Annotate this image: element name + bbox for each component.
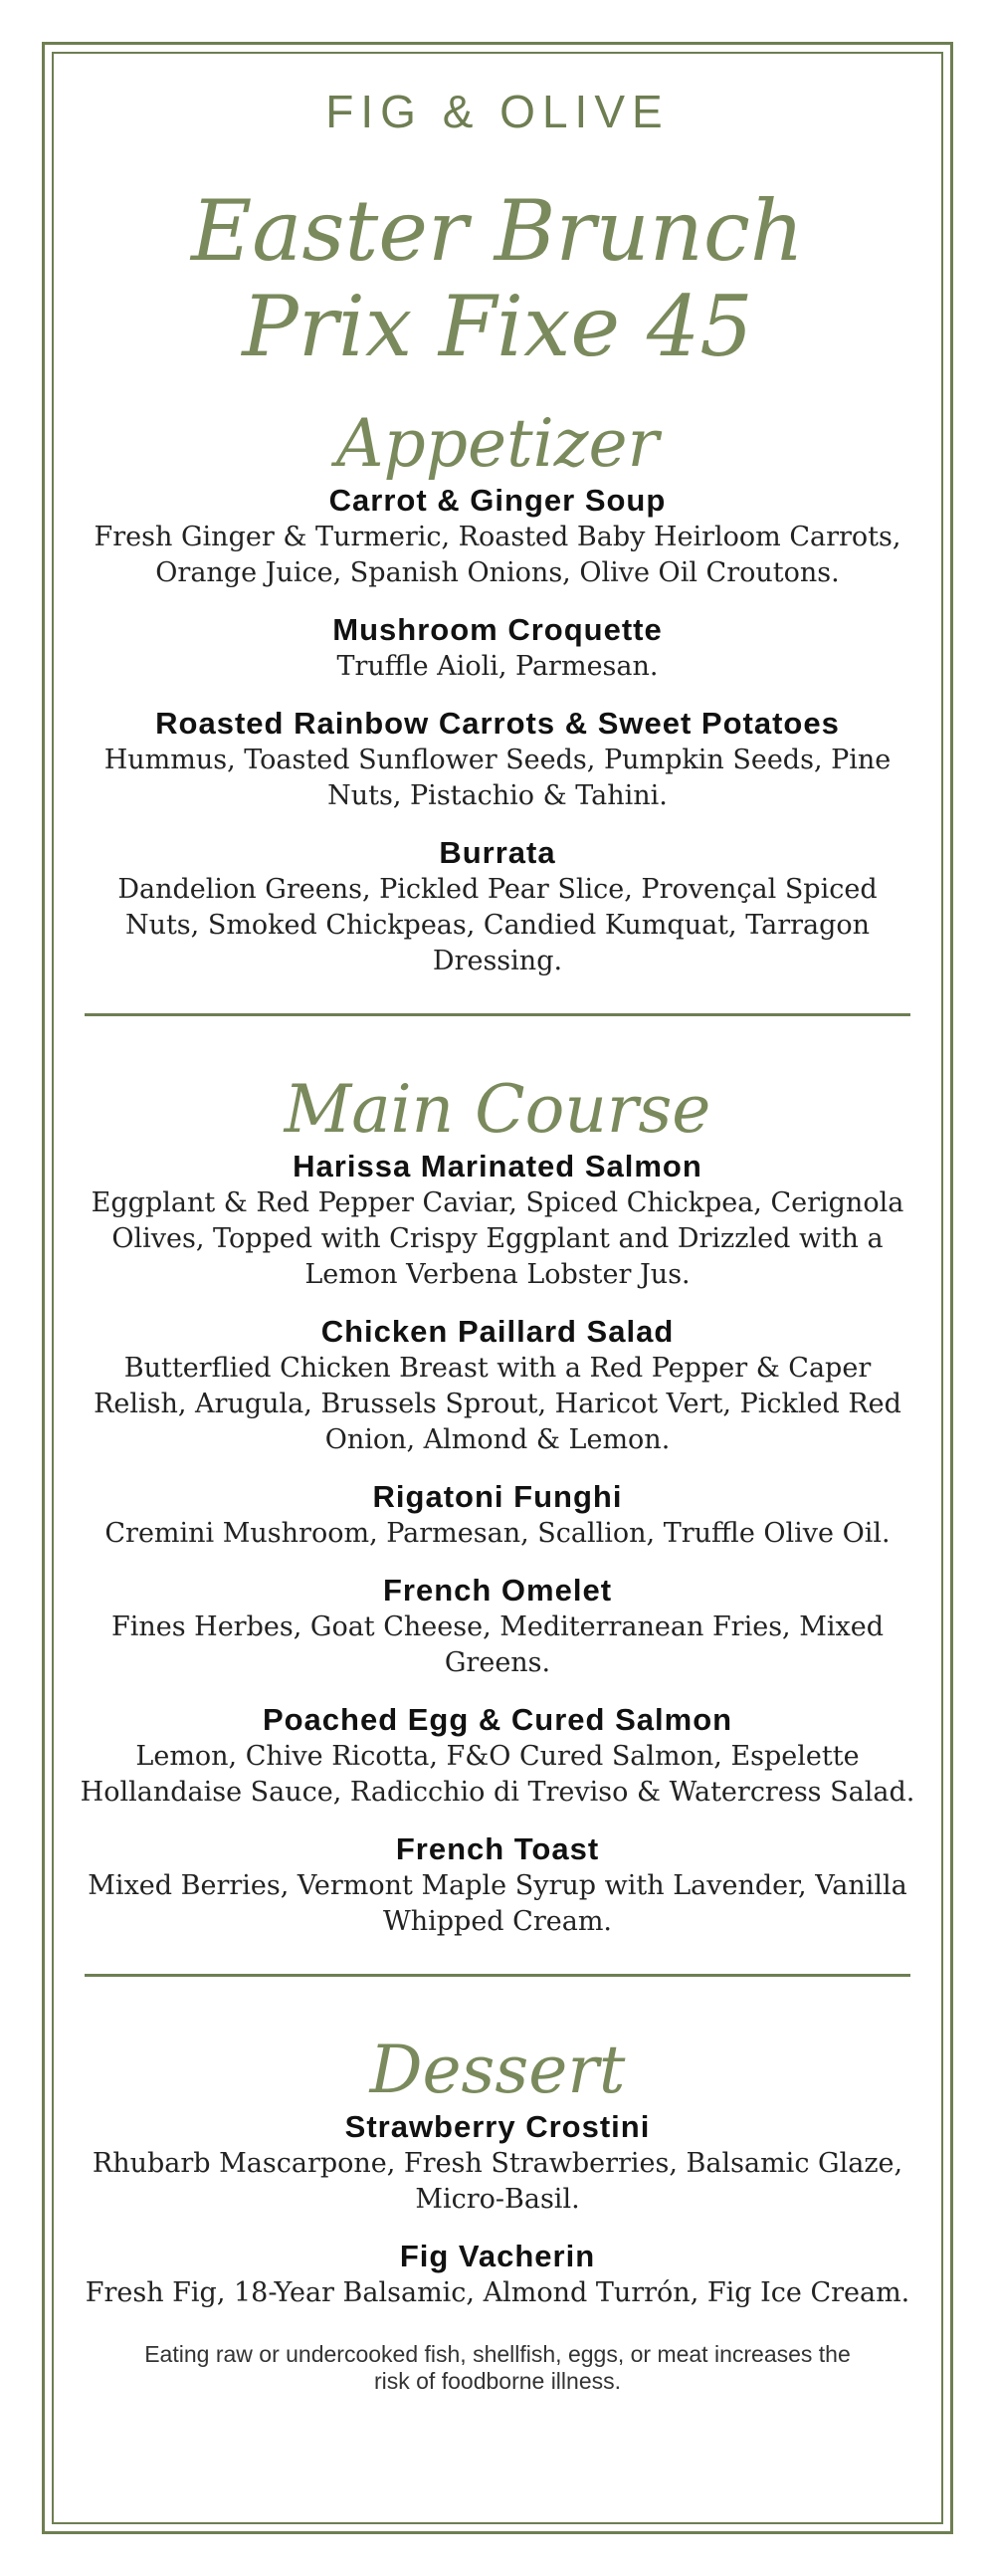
dish-description: Mixed Berries, Vermont Maple Syrup with Lavender, Vanilla Whipped Cream. <box>88 1870 907 1937</box>
menu-item <box>80 1572 915 1681</box>
dish-description: Fresh Fig, 18-Year Balsamic, Almond Turrón, Fig Ice Cream. <box>85 2277 910 2308</box>
menu-item <box>80 1313 915 1458</box>
dish-name: French Omelet <box>382 1573 613 1608</box>
dish-name: Carrot & Ginger Soup <box>328 483 667 518</box>
dish-description: Truffle Aioli, Parmesan. <box>336 651 659 682</box>
section-divider <box>85 1013 910 1016</box>
dish-name: Roasted Rainbow Carrots & Sweet Potatoes <box>155 706 840 741</box>
menu-title-line1: Easter Brunch <box>190 182 805 280</box>
dish-description: Dandelion Greens, Pickled Pear Slice, Provençal Spiced Nuts, Smoked Chickpeas, Candied Kumquat, Tarragon Dressing. <box>117 874 878 976</box>
menu-title-line2: Prix Fixe 45 <box>242 278 753 375</box>
dish-name: Chicken Paillard Salad <box>320 1314 675 1349</box>
menu-item <box>80 1701 915 1811</box>
section-main-course <box>80 1148 915 1940</box>
menu-item <box>80 834 915 979</box>
menu-item <box>80 482 915 591</box>
dish-name: Harissa Marinated Salmon <box>293 1149 702 1183</box>
menu-item <box>80 2108 915 2218</box>
menu-content <box>80 52 915 2395</box>
dish-description: Rhubarb Mascarpone, Fresh Strawberries, Balsamic Glaze, Micro-Basil. <box>92 2148 903 2215</box>
dish-name: Fig Vacherin <box>399 2239 596 2273</box>
menu-item <box>80 1148 915 1293</box>
section-dessert <box>80 2108 915 2311</box>
menu-item <box>80 611 915 685</box>
dish-description: Butterflied Chicken Breast with a Red Pepper & Caper Relish, Arugula, Brussels Sprout, Haricot Vert, Pickled Red Onion, Almond & Lemon. <box>94 1353 901 1455</box>
dish-name: Poached Egg & Cured Salmon <box>262 1702 733 1737</box>
dish-name: French Toast <box>395 1831 600 1866</box>
section-title-dessert: Dessert <box>369 2032 626 2108</box>
dish-description: Fines Herbes, Goat Cheese, Mediterranean Fries, Mixed Greens. <box>110 1611 884 1678</box>
menu-item <box>80 705 915 814</box>
dish-name: Rigatoni Funghi <box>372 1479 623 1514</box>
menu-item <box>80 1830 915 1940</box>
dish-description: Eggplant & Red Pepper Caviar, Spiced Chickpea, Cerignola Olives, Topped with Crispy Eggplant and Drizzled with a Lemon Verbena Lobster Jus. <box>91 1187 904 1290</box>
dish-name: Burrata <box>439 835 556 870</box>
section-title-appetizer: Appetizer <box>335 405 660 482</box>
dish-description: Hummus, Toasted Sunflower Seeds, Pumpkin Seeds, Pine Nuts, Pistachio & Tahini. <box>103 745 892 811</box>
section-title-main-course: Main Course <box>284 1071 711 1148</box>
dish-description: Cremini Mushroom, Parmesan, Scallion, Truffle Olive Oil. <box>104 1518 891 1549</box>
dish-description: Fresh Ginger & Turmeric, Roasted Baby Heirloom Carrots, Orange Juice, Spanish Onions, Olive Oil Croutons. <box>94 522 901 588</box>
dish-name: Strawberry Crostini <box>344 2109 651 2144</box>
dish-name: Mushroom Croquette <box>332 612 663 647</box>
menu-title <box>80 183 915 374</box>
section-appetizer <box>80 482 915 979</box>
restaurant-logo: FIG & OLIVE <box>325 86 670 137</box>
section-divider <box>85 1974 910 1977</box>
menu-item <box>80 1478 915 1552</box>
menu-item <box>80 2238 915 2311</box>
dish-description: Lemon, Chive Ricotta, F&O Cured Salmon, Espelette Hollandaise Sauce, Radicchio di Treviso & Watercress Salad. <box>80 1741 915 1808</box>
food-safety-disclaimer: Eating raw or undercooked fish, shellfish, eggs, or meat increases the risk of foodborne illness. <box>144 2341 851 2394</box>
